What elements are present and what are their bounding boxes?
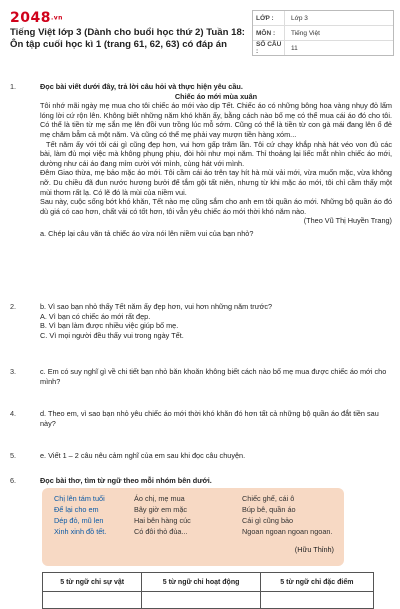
option-b[interactable]: B. Vì bạn làm được nhiều việc giúp bố mẹ. (40, 321, 179, 331)
q3-question: c. Em có suy nghĩ gì về chi tiết bạn nhỏ băn khoăn không biết cách nào bố mẹ mua được chiếc áo mới cho mình? (40, 367, 387, 386)
story-source: (Theo Vũ Thị Huyền Trang) (303, 216, 392, 226)
info-row-subject: MÔN : Tiếng Việt (253, 26, 393, 41)
question-1: 1. Đọc bài viết dưới đây, trả lời câu hỏi và thực hiện yêu cầu. Chiếc áo mới mùa xuân Tôi nhớ mãi ngày mẹ mua cho tôi chiếc áo mới vào dịp Tết. Chiếc áo có những bông hoa vàng nhụy đỏ lấm lóng lời cứ rộn lên. Không biết những năm khó khăn ấy, bằng cách nào bố mẹ có thể mua cái áo đó cho tôi. Có thể là tiền từ mẹ sắn mẹ lên đồi vun trồng lúc mỗ sớm. Cũng có thể là tiền từ con gà mái đang lên ổ đẻ mẹ chăm bẵm cả một năm. Và cũng có thể mẹ phải vay mượn tiền hàng xóm... Tết năm ấy với tôi cái gì cũng đẹp hơn, vui hơn gấp trăm lần. Tôi cứ chạy khắp nhà hát véo von đủ các bài, làm đủ mọi việc mà không phụng phịu, đòi hỏi như mọi năm. Thỉ thoảng lại liếc mắt nhìn chiếc áo mới, dường như cái áo đang mỉm cười với mình, cùng hát với mình. Đêm Giao thừa, mẹ bảo mặc áo mới. Tôi cầm cái áo trên tay hít hà mùi vải mới, vừa muốn mặc, vừa không nỡ. Du chiều đã đun nước hương bưởi để tắm gội tất niên, nhưng từ khi mặc áo mới, tôi chỉ cầm thấy một mùi thơm rất lạ. Có lẽ đó là mùi của niềm vui. Sau này, cuộc sống bớt khó khăn, Tết nào mẹ cũng sắm cho anh em tôi quần áo mới. Những bộ quần áo đó dù giá có cao hơn, chất vải có tốt hơn, tôi vẫn yêu chiếc áo mới thời khó năm nào. (Theo Vũ Thị Huyền Trang) a. Chép lại câu văn tả chiếc áo vừa nói lên niềm vui của bạn nhỏ? (10, 82, 392, 238)
q2-question: b. Vì sao bạn nhỏ thấy Tết năm ấy đẹp hơn, vui hơn những năm trước? (40, 302, 273, 311)
table-header: 5 từ ngữ chỉ đặc điểm (260, 573, 373, 592)
page-title: Tiếng Việt lớp 3 (Dành cho buổi học thứ 2) Tuần 18: Ôn tập cuối học kì 1 (trang 61, 62, 63) có đáp án (10, 27, 245, 50)
question-4: 4. d. Theo em, vì sao bạn nhỏ yêu chiếc áo mới thời khó khăn đó hơn tất cả những bộ quần áo đắt tiền sau này? (10, 409, 392, 428)
answer-cell[interactable] (43, 592, 142, 609)
poem-column: Chiếc ghế, cái ô Búp bê, quần áo Cái gì cũng bảo Ngoan ngoan ngoan ngoan. (242, 494, 333, 536)
info-box (252, 10, 394, 56)
info-row-count: SỐ CÂU : 11 (253, 41, 393, 55)
answer-cell[interactable] (142, 592, 260, 609)
table-header: 5 từ ngữ chỉ sự vật (43, 573, 142, 592)
poem-column: Chị lên tám tuổi Để lại cho em Dép đỏ, mũ len Xinh xinh đồ tết. (54, 494, 107, 536)
q1-instruction: Đọc bài viết dưới đây, trả lời câu hỏi và thực hiện yêu cầu. (40, 82, 243, 91)
question-5: 5. e. Viết 1 – 2 câu nêu cảm nghĩ của em sau khi đọc câu chuyện. (10, 451, 392, 461)
option-a[interactable]: A. Vì bạn có chiếc áo mới rất đẹp. (40, 311, 151, 321)
story-paragraph: Tết năm ấy với tôi cái gì cũng đẹp hơn, vui hơn gấp trăm lần. Tôi cứ chạy khắp nhà hát véo von đủ các bài, làm đủ mọi việc mà không phụng phịu, đòi hỏi như mọi năm. Thỉ thoảng lại liếc mắt nhìn chiếc áo mới, dường như cái áo đang mỉm cười với mình, cùng hát với mình. (40, 139, 392, 168)
info-row-class: LỚP : Lớp 3 (253, 11, 393, 26)
answer-cell[interactable] (260, 592, 373, 609)
q1-question: a. Chép lại câu văn tả chiếc áo vừa nói lên niềm vui của bạn nhỏ? (40, 228, 254, 238)
q5-question: e. Viết 1 – 2 câu nêu cảm nghĩ của em sau khi đọc câu chuyện. (40, 451, 246, 460)
question-6: 6. Đọc bài thơ, tìm từ ngữ theo mỗi nhóm bên dưới. (10, 476, 392, 486)
question-2: 2. b. Vì sao bạn nhỏ thấy Tết năm ấy đẹp hơn, vui hơn những năm trước? A. Vì bạn có chiếc áo mới rất đẹp. B. Vì bạn làm được nhiều việc giúp bố mẹ. C. Vì mọi người đều thấy vui trong ngày Tết. (10, 302, 392, 340)
story-paragraph: Tôi nhớ mãi ngày mẹ mua cho tôi chiếc áo mới vào dịp Tết. Chiếc áo có những bông hoa vàng nhụy đỏ lấm lóng lời cứ rộn lên. Không biết những năm khó khăn ấy, bằng cách nào bố mẹ có thể mua cái áo đó cho tôi. Có thể là tiền từ mẹ sắn mẹ lên đồi vun trồng lúc mỗ sớm. Cũng có thể là tiền từ con gà mái đang lên ổ đẻ mẹ chăm bẵm cả một năm. Và cũng có thể mẹ phải vay mượn tiền hàng xóm... (40, 101, 392, 139)
q4-question: d. Theo em, vì sao bạn nhỏ yêu chiếc áo mới thời khó khăn đó hơn tất cả những bộ quần áo đắt tiền sau này? (40, 409, 379, 428)
story-title: Chiếc áo mới mùa xuân (174, 91, 258, 101)
question-3: 3. c. Em có suy nghĩ gì về chi tiết bạn nhỏ băn khoăn không biết cách nào bố mẹ mua được chiếc áo mới cho mình? (10, 367, 392, 386)
site-logo[interactable]: 2048.vn (10, 10, 63, 26)
poem-column: Áo chị, mẹ mua Bây giờ em mặc Hai bên hàng cúc Có đôi thỏ đùa... (134, 494, 191, 536)
story-paragraph: Đêm Giao thừa, mẹ bảo mặc áo mới. Tôi cầm cái áo trên tay hít hà mùi vải mới, vừa muốn mặc, vừa không nỡ. Du chiều đã đun nước hương bưởi để tắm gội tất niên, nhưng từ khi mặc áo mới, tôi chỉ cầm thấy một mùi thơm rất lạ. Có lẽ đó là mùi của niềm vui. (40, 168, 392, 197)
q6-instruction: Đọc bài thơ, tìm từ ngữ theo mỗi nhóm bên dưới. (40, 476, 212, 485)
story-paragraph: Sau này, cuộc sống bớt khó khăn, Tết nào mẹ cũng sắm cho anh em tôi quần áo mới. Những bộ quần áo đó dù giá có cao hơn, chất vải có tốt hơn, tôi vẫn yêu chiếc áo mới thời khó năm nào. (40, 197, 392, 216)
option-c[interactable]: C. Vì mọi người đều thấy vui trong ngày Tết. (40, 330, 184, 340)
table-header: 5 từ ngữ chỉ hoạt động (142, 573, 260, 592)
answer-table (42, 572, 374, 609)
poem-author: (Hữu Thỉnh) (294, 545, 334, 554)
poem-box (42, 488, 344, 566)
